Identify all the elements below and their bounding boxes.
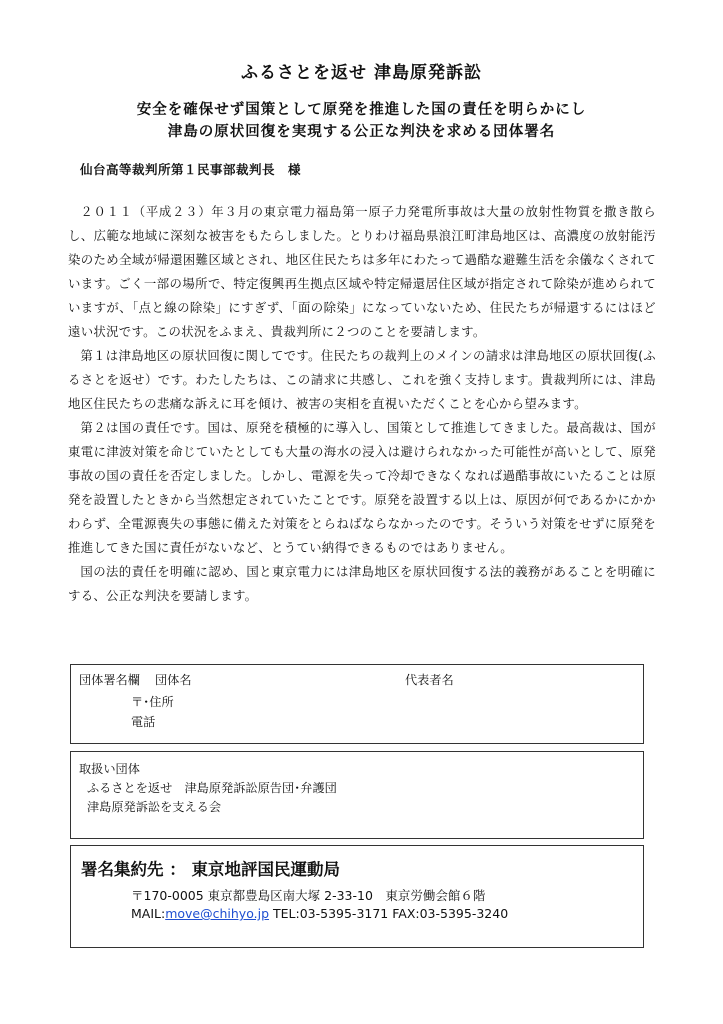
- destination-address: 〒170-0005 東京都豊島区南大塚 2-33-10 東京労働会館６階: [131, 888, 486, 903]
- tel-fax: TEL:03-5395-3171 FAX:03-5395-3240: [273, 906, 509, 921]
- paragraph-2: 第１は津島地区の原状回復に関してです。住民たちの裁判上のメインの請求は津島地区の原状回復(ふるさとを返せ）です。わたしたちは、この請求に共感し、これを強く支持します。貴裁判所には、津島地区住民たちの悲痛な訴えに耳を傾け、被害の実相を直視いただくことを心から望みます。: [68, 348, 656, 411]
- signature-box: [70, 664, 644, 744]
- email-link[interactable]: move@chihyo.jp: [165, 906, 270, 921]
- destination-title: 署名集約先 ： 東京地評国民運動局: [81, 860, 340, 879]
- subtitle-line-2: 津島の原状回復を実現する公正な判決を求める団体署名: [167, 124, 556, 140]
- signature-box-label: 団体署名欄: [79, 673, 140, 687]
- mail-label: MAIL:: [131, 906, 166, 921]
- paragraph-1: ２０１１（平成２３）年３月の東京電力福島第一原子力発電所事故は大量の放射性物質を撒き散らし、広範な地域に深刻な被害をもたらしました。とりわけ福島県浪江町津島地区は、高濃度の放射能汚染のため全域が帰還困難区域とされ、地区住民たちは多年にわたって過酷な避難生活を余儀なくされています。ごく一部の場所で、特定復興再生拠点区域や特定帰還居住区域が指定されて除染が進められていますが、「点と線の除染」にすぎず、「面の除染」になっていないため、住民たちが帰還するにはほど遠い状況です。この状況をふまえ、貴裁判所に２つのことを要請します。: [68, 204, 656, 339]
- destination-contact: [131, 906, 508, 921]
- paragraph-3: 第２は国の責任です。国は、原発を積極的に導入し、国策として推進してきました。最高裁は、国が東電に津波対策を命じていたとしても大量の海水の浸入は避けられなかった可能性が高いとして、原発事故の国の責任を否定しました。しかし、電源を失って冷却できなくなれば過酷事故にいたることは原発を設置したときから当然想定されていたことです。原発を設置する以上は、原因が何であるかにかかわらず、全電源喪失の事態に備えた対策をとらねばならなかったのです。そういう対策をせずに原発を推進してきた国に責任がないなど、とうてい納得できるものではありません。: [68, 420, 656, 555]
- page-title: ふるさとを返せ 津島原発訴訟: [241, 63, 482, 83]
- handling-org-1: ふるさとを返せ 津島原発訴訟原告団･弁護団: [87, 781, 337, 795]
- org-name-label: 団体名: [155, 673, 192, 687]
- subtitle-line-1: 安全を確保せず国策として原発を推進した国の責任を明らかにし: [136, 102, 587, 118]
- paragraph-4: 国の法的責任を明確に認め、国と東京電力には津島地区を原状回復する法的義務があることを明確にする、公正な判決を要請します。: [68, 564, 656, 603]
- addressee: 仙台高等裁判所第１民事部裁判長 様: [80, 162, 302, 177]
- petition-body: [68, 200, 656, 608]
- handling-box-label: 取扱い団体: [79, 762, 140, 776]
- phone-label: 電話: [131, 715, 156, 729]
- handling-box: [70, 751, 644, 839]
- handling-org-2: 津島原発訴訟を支える会: [87, 800, 222, 814]
- representative-label: 代表者名: [405, 673, 454, 687]
- destination-box: [70, 845, 644, 948]
- address-label: 〒･住所: [131, 695, 174, 709]
